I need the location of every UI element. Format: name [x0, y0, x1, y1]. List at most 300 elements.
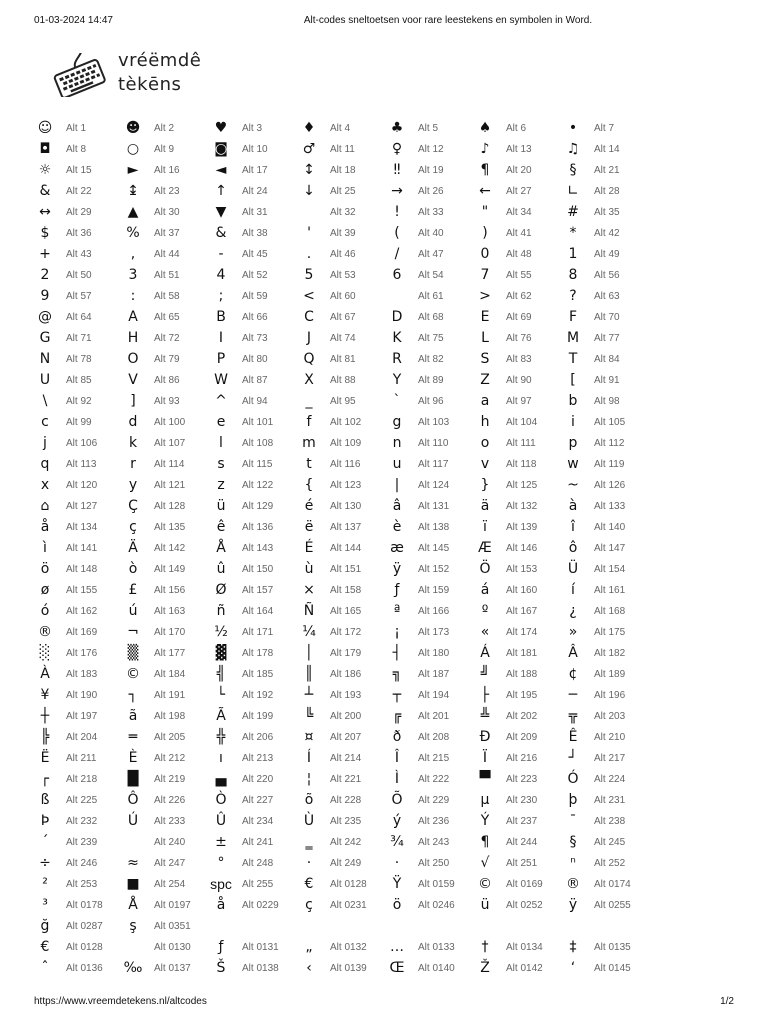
symbol-glyph: _: [305, 393, 313, 409]
symbol-cell: [297, 727, 385, 748]
table-row: [0, 601, 768, 622]
symbol-glyph: Ã: [216, 708, 226, 724]
symbol-cell: [33, 370, 121, 391]
table-row: [0, 349, 768, 370]
alt-code-label: Alt 104: [506, 417, 538, 428]
symbol-cell: [561, 202, 649, 223]
symbol-cell: [121, 475, 209, 496]
symbol-cell: [121, 685, 209, 706]
symbol-glyph: ÿ: [392, 561, 402, 577]
symbol-glyph: ¡: [394, 624, 400, 640]
symbol-cell: [209, 664, 297, 685]
symbol-cell: [385, 286, 473, 307]
alt-code-label: Alt 149: [154, 564, 186, 575]
alt-code-label: Alt 236: [418, 816, 450, 827]
symbol-cell: [561, 643, 649, 664]
symbol-glyph: ?: [569, 288, 577, 304]
symbol-glyph: ▄: [215, 771, 227, 787]
symbol-glyph: N: [39, 351, 51, 367]
symbol-cell: [385, 496, 473, 517]
table-row: [0, 727, 768, 748]
footer-url[interactable]: https://www.vreemdetekens.nl/altcodes: [34, 996, 207, 1007]
alt-code-label: Alt 67: [330, 312, 356, 323]
symbol-glyph: å: [40, 519, 50, 535]
symbol-cell: [209, 685, 297, 706]
symbol-glyph: ■: [126, 876, 140, 892]
symbol-cell: [297, 454, 385, 475]
symbol-cell: [561, 622, 649, 643]
alt-code-label: Alt 185: [242, 669, 274, 680]
symbol-glyph: À: [40, 666, 50, 682]
alt-code-label: Alt 37: [154, 228, 180, 239]
alt-code-label: Alt 237: [506, 816, 538, 827]
alt-code-label: Alt 14: [594, 144, 620, 155]
alt-code-label: Alt 206: [242, 732, 274, 743]
table-row: [0, 958, 768, 979]
symbol-glyph: h: [480, 414, 490, 430]
symbol-glyph: ‰: [123, 960, 143, 976]
keyboard-icon: [50, 53, 108, 97]
alt-code-label: Alt 15: [66, 165, 92, 176]
table-row: [0, 328, 768, 349]
symbol-cell: [121, 895, 209, 916]
alt-code-label: Alt 235: [330, 816, 362, 827]
symbol-cell: [561, 496, 649, 517]
alt-code-label: Alt 28: [594, 186, 620, 197]
symbol-glyph: µ: [480, 792, 490, 808]
symbol-glyph: #: [567, 204, 579, 220]
symbol-glyph: ç: [305, 897, 313, 913]
symbol-glyph: !: [394, 204, 400, 220]
symbol-cell: [561, 160, 649, 181]
symbol-cell: [209, 307, 297, 328]
symbol-cell: [209, 727, 297, 748]
symbol-cell: [33, 727, 121, 748]
alt-code-label: Alt 0246: [418, 900, 455, 911]
alt-code-label: Alt 3: [242, 123, 263, 134]
symbol-glyph: E: [480, 309, 490, 325]
symbol-cell: [473, 895, 561, 916]
symbol-cell: [385, 643, 473, 664]
symbol-glyph: ¦: [306, 771, 312, 787]
symbol-cell: [385, 580, 473, 601]
symbol-cell: [473, 160, 561, 181]
symbol-glyph: ∟: [567, 183, 579, 199]
symbol-cell: [33, 454, 121, 475]
symbol-cell: [385, 244, 473, 265]
alt-code-label: Alt 151: [330, 564, 362, 575]
symbol-cell: [297, 412, 385, 433]
symbol-glyph: w: [567, 456, 579, 472]
symbol-glyph: H: [127, 330, 139, 346]
symbol-cell: [561, 853, 649, 874]
alt-code-label: Alt 25: [330, 186, 356, 197]
alt-code-label: Alt 212: [154, 753, 186, 764]
symbol-glyph: ù: [304, 561, 314, 577]
alt-code-label: Alt 114: [154, 459, 185, 470]
alt-code-label: Alt 234: [242, 816, 274, 827]
symbol-glyph: ┘: [568, 750, 578, 766]
alt-code-label: Alt 47: [418, 249, 444, 260]
symbol-cell: [385, 160, 473, 181]
symbol-glyph: Ù: [303, 813, 315, 829]
symbol-cell: [121, 643, 209, 664]
symbol-glyph: õ: [304, 792, 314, 808]
alt-code-label: Alt 166: [418, 606, 450, 617]
symbol-cell: [297, 307, 385, 328]
symbol-cell: [297, 496, 385, 517]
symbol-glyph: l: [219, 435, 223, 451]
symbol-cell: [561, 307, 649, 328]
symbol-glyph: ®: [566, 876, 580, 892]
symbol-cell: [385, 958, 473, 979]
symbol-cell: [209, 517, 297, 538]
alt-code-label: Alt 43: [66, 249, 92, 260]
symbol-glyph: ▲: [127, 204, 139, 220]
symbol-cell: [297, 601, 385, 622]
site-logo[interactable]: [50, 47, 220, 103]
symbol-cell: [209, 601, 297, 622]
alt-code-label: Alt 205: [154, 732, 186, 743]
symbol-glyph: ò: [128, 561, 138, 577]
page-number: 1/2: [720, 996, 734, 1007]
alt-code-label: Alt 64: [66, 312, 92, 323]
symbol-glyph: &: [39, 183, 51, 199]
symbol-glyph: ú: [128, 603, 138, 619]
alt-code-label: Alt 84: [594, 354, 620, 365]
symbol-cell: [121, 748, 209, 769]
symbol-cell: [473, 685, 561, 706]
symbol-glyph: ░: [39, 645, 51, 661]
symbol-cell: [297, 706, 385, 727]
alt-code-label: Alt 110: [418, 438, 449, 449]
alt-code-label: Alt 222: [418, 774, 450, 785]
alt-code-label: Alt 53: [330, 270, 356, 281]
symbol-cell: [297, 664, 385, 685]
symbol-cell: [561, 580, 649, 601]
alt-code-label: Alt 184: [154, 669, 186, 680]
symbol-cell: [473, 643, 561, 664]
table-row: [0, 664, 768, 685]
alt-code-label: Alt 63: [594, 291, 620, 302]
symbol-cell: [297, 244, 385, 265]
symbol-cell: [209, 139, 297, 160]
symbol-glyph: Ð: [479, 729, 491, 745]
symbol-glyph: █: [127, 771, 139, 787]
alt-code-label: Alt 131: [418, 501, 450, 512]
symbol-cell: [121, 769, 209, 790]
table-row: [0, 244, 768, 265]
symbol-cell: [209, 265, 297, 286]
symbol-glyph: ┼: [40, 708, 50, 724]
table-row: [0, 139, 768, 160]
symbol-cell: [33, 328, 121, 349]
alt-code-label: Alt 188: [506, 669, 538, 680]
symbol-cell: [385, 328, 473, 349]
alt-code-label: Alt 100: [154, 417, 186, 428]
alt-code-label: Alt 128: [154, 501, 186, 512]
symbol-glyph: °: [217, 855, 225, 871]
symbol-glyph: ð: [392, 729, 402, 745]
symbol-glyph: t: [306, 456, 312, 472]
symbol-cell: [473, 475, 561, 496]
symbol-glyph: ;: [218, 288, 224, 304]
symbol-cell: [33, 202, 121, 223]
symbol-glyph: ↑: [215, 183, 227, 199]
alt-code-label: Alt 0178: [66, 900, 103, 911]
symbol-cell: [33, 118, 121, 139]
alt-code-label: Alt 10: [242, 144, 268, 155]
symbol-cell: [209, 874, 297, 895]
symbol-cell: [473, 202, 561, 223]
symbol-cell: [33, 139, 121, 160]
symbol-cell: [121, 559, 209, 580]
symbol-glyph: ©: [478, 876, 492, 892]
symbol-glyph: ╚: [304, 708, 314, 724]
symbol-cell: [473, 307, 561, 328]
symbol-cell: [121, 265, 209, 286]
alt-code-label: Alt 0138: [242, 963, 279, 974]
alt-code-label: Alt 231: [594, 795, 626, 806]
alt-code-label: Alt 230: [506, 795, 538, 806]
alt-code-label: Alt 117: [418, 459, 449, 470]
alt-code-label: Alt 112: [594, 438, 625, 449]
alt-code-label: Alt 186: [330, 669, 362, 680]
symbol-cell: [561, 538, 649, 559]
alt-code-label: Alt 143: [242, 543, 274, 554]
symbol-glyph: ñ: [216, 603, 226, 619]
symbol-glyph: ş: [129, 918, 137, 934]
symbol-glyph: B: [216, 309, 226, 325]
symbol-glyph: ê: [216, 519, 226, 535]
symbol-glyph: ┌: [40, 771, 50, 787]
alt-code-label: Alt 96: [418, 396, 444, 407]
symbol-glyph: ┴: [304, 687, 314, 703]
table-row: [0, 748, 768, 769]
alt-code-label: Alt 175: [594, 627, 626, 638]
symbol-glyph: ı: [219, 750, 223, 766]
symbol-cell: [121, 496, 209, 517]
alt-code-label: Alt 101: [242, 417, 274, 428]
alt-code-label: Alt 30: [154, 207, 180, 218]
table-row: [0, 475, 768, 496]
symbol-cell: [209, 202, 297, 223]
alt-code-label: Alt 241: [242, 837, 274, 848]
alt-code-label: Alt 152: [418, 564, 450, 575]
alt-code-label: Alt 169: [66, 627, 98, 638]
symbol-glyph: →: [391, 183, 403, 199]
symbol-glyph: ┐: [128, 687, 138, 703]
alt-code-label: Alt 218: [66, 774, 98, 785]
symbol-glyph: •: [568, 120, 578, 136]
alt-code-label: Alt 0252: [506, 900, 543, 911]
symbol-cell: [33, 433, 121, 454]
symbol-glyph: ↕: [303, 162, 315, 178]
symbol-glyph: ◘: [39, 141, 51, 157]
symbol-glyph: 9: [40, 288, 50, 304]
alt-code-label: Alt 115: [242, 459, 273, 470]
alt-code-label: Alt 69: [506, 312, 532, 323]
symbol-cell: [209, 790, 297, 811]
symbol-cell: [473, 769, 561, 790]
alt-code-label: Alt 232: [66, 816, 98, 827]
symbol-cell: [473, 118, 561, 139]
symbol-glyph: r: [130, 456, 136, 472]
symbol-cell: [561, 286, 649, 307]
symbol-glyph: ·: [306, 855, 312, 871]
table-row: [0, 202, 768, 223]
symbol-cell: [473, 244, 561, 265]
alt-code-label: Alt 0231: [330, 900, 367, 911]
alt-code-label: Alt 224: [594, 774, 626, 785]
alt-code-label: Alt 252: [594, 858, 626, 869]
symbol-glyph: ¯: [569, 813, 577, 829]
alt-code-label: Alt 27: [506, 186, 532, 197]
symbol-cell: [209, 832, 297, 853]
alt-code-label: Alt 133: [594, 501, 626, 512]
symbol-cell: [385, 517, 473, 538]
symbol-cell: [385, 748, 473, 769]
symbol-glyph: ì: [43, 540, 47, 556]
symbol-glyph: o: [480, 435, 490, 451]
alt-code-label: Alt 35: [594, 207, 620, 218]
symbol-cell: [297, 559, 385, 580]
alt-code-label: Alt 181: [506, 648, 538, 659]
symbol-glyph: D: [391, 309, 403, 325]
symbol-cell: [297, 370, 385, 391]
symbol-glyph: ß: [40, 792, 50, 808]
symbol-cell: [209, 433, 297, 454]
symbol-cell: [561, 769, 649, 790]
symbol-glyph: ‹: [306, 960, 312, 976]
page-title: Alt-codes sneltoetsen voor rare leestekens en symbolen in Word.: [303, 15, 593, 26]
symbol-cell: [121, 958, 209, 979]
symbol-cell: [297, 118, 385, 139]
symbol-cell: [385, 538, 473, 559]
table-row: [0, 832, 768, 853]
alt-code-label: Alt 214: [330, 753, 362, 764]
alt-code-label: Alt 49: [594, 249, 620, 260]
symbol-glyph: %: [126, 225, 140, 241]
symbol-glyph: :: [130, 288, 136, 304]
alt-code-label: Alt 57: [66, 291, 92, 302]
table-row: [0, 769, 768, 790]
alt-code-label: Alt 158: [330, 585, 362, 596]
symbol-cell: [473, 139, 561, 160]
symbol-glyph: 3: [128, 267, 138, 283]
logo-line-2: tèkēns: [118, 74, 182, 95]
symbol-glyph: ƒ: [394, 582, 400, 598]
alt-code-label: Alt 254: [154, 879, 186, 890]
symbol-glyph: spc: [210, 876, 232, 892]
alt-code-label: Alt 134: [66, 522, 98, 533]
alt-code-label: Alt 17: [242, 165, 268, 176]
symbol-glyph: ≈: [127, 855, 139, 871]
symbol-cell: [33, 937, 121, 958]
symbol-cell: [209, 769, 297, 790]
symbol-glyph: £: [128, 582, 138, 598]
symbol-glyph: Ê: [568, 729, 578, 745]
alt-code-label: Alt 21: [594, 165, 620, 176]
alt-code-label: Alt 253: [66, 879, 98, 890]
symbol-cell: [297, 643, 385, 664]
symbol-cell: [33, 622, 121, 643]
symbol-cell: [209, 475, 297, 496]
symbol-cell: [385, 181, 473, 202]
alt-code-label: Alt 60: [330, 291, 356, 302]
alt-code-label: Alt 0130: [154, 942, 191, 953]
symbol-glyph: p: [568, 435, 578, 451]
symbol-cell: [561, 349, 649, 370]
alt-code-label: Alt 210: [594, 732, 626, 743]
alt-code-label: Alt 182: [594, 648, 626, 659]
symbol-glyph: 2: [40, 267, 50, 283]
symbol-glyph: ║: [304, 666, 314, 682]
symbol-glyph: ▼: [215, 204, 227, 220]
symbol-glyph: ä: [480, 498, 490, 514]
alt-code-label: Alt 0132: [330, 942, 367, 953]
symbol-glyph: ┬: [392, 687, 402, 703]
symbol-cell: [33, 769, 121, 790]
alt-code-label: Alt 20: [506, 165, 532, 176]
symbol-cell: [473, 958, 561, 979]
symbol-cell: [121, 601, 209, 622]
alt-code-label: Alt 126: [594, 480, 626, 491]
symbol-glyph: |: [394, 477, 400, 493]
alt-code-label: Alt 56: [594, 270, 620, 281]
symbol-cell: [561, 895, 649, 916]
symbol-glyph: ♣: [390, 120, 404, 136]
alt-code-label: Alt 0169: [506, 879, 543, 890]
symbol-cell: [473, 790, 561, 811]
symbol-glyph: ♪: [480, 141, 490, 157]
alt-code-label: Alt 203: [594, 711, 626, 722]
alt-code-label: Alt 153: [506, 564, 538, 575]
table-row: [0, 160, 768, 181]
symbol-cell: [121, 412, 209, 433]
symbol-cell: [473, 664, 561, 685]
alt-code-label: Alt 92: [66, 396, 92, 407]
alt-code-label: Alt 197: [66, 711, 98, 722]
alt-code-label: Alt 19: [418, 165, 444, 176]
alt-code-label: Alt 87: [242, 375, 268, 386]
symbol-cell: [473, 223, 561, 244]
symbol-cell: [297, 811, 385, 832]
symbol-glyph: ├: [480, 687, 490, 703]
symbol-glyph: €: [304, 876, 314, 892]
symbol-cell: [297, 895, 385, 916]
symbol-glyph: ƒ: [218, 939, 224, 955]
alt-code-label: Alt 200: [330, 711, 362, 722]
symbol-cell: [385, 202, 473, 223]
alt-code-label: Alt 124: [418, 480, 450, 491]
symbol-glyph: ü: [480, 897, 490, 913]
symbol-cell: [33, 895, 121, 916]
alt-code-label: Alt 239: [66, 837, 98, 848]
symbol-glyph: 0: [480, 246, 490, 262]
symbol-cell: [33, 790, 121, 811]
alt-code-label: Alt 113: [66, 459, 97, 470]
symbol-cell: [297, 328, 385, 349]
symbol-glyph: K: [392, 330, 402, 346]
table-row: [0, 916, 768, 937]
logo-line-1: vréëmdê: [118, 50, 202, 71]
alt-code-label: Alt 191: [154, 690, 186, 701]
alt-code-label: Alt 1: [66, 123, 87, 134]
alt-code-label: Alt 216: [506, 753, 538, 764]
alt-code-label: Alt 195: [506, 690, 538, 701]
symbol-glyph: é: [304, 498, 314, 514]
